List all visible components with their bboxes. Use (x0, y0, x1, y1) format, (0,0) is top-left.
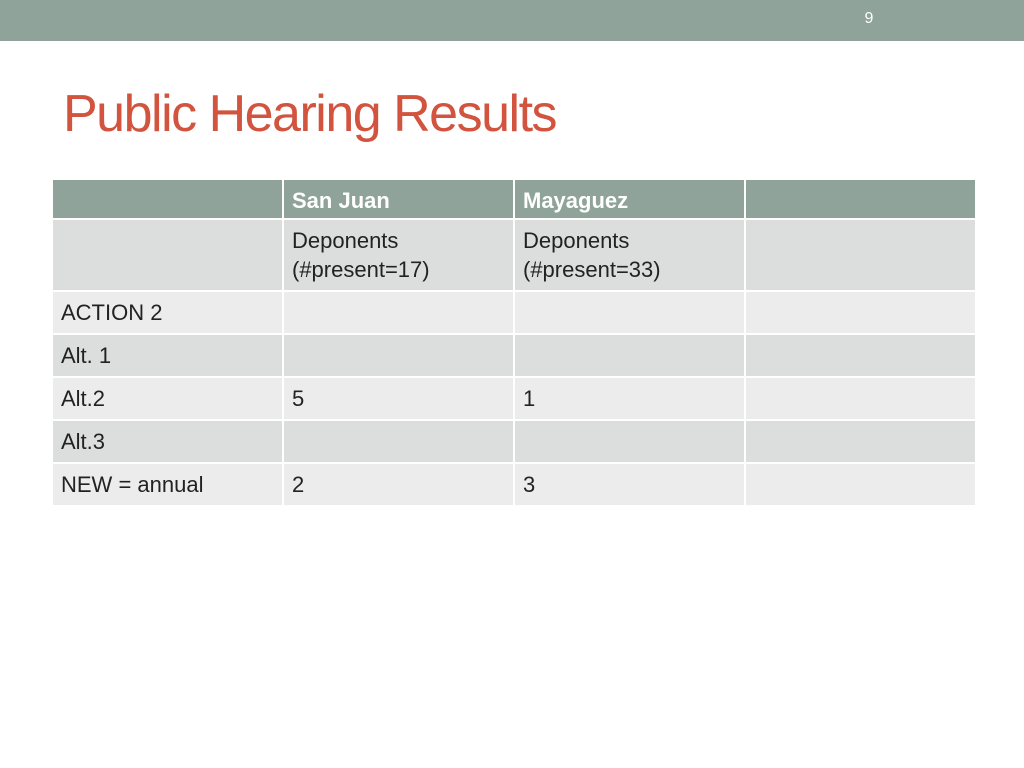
table-cell (746, 292, 975, 333)
results-table (51, 178, 977, 507)
table-cell: Deponents (#present=33) (515, 220, 744, 290)
table-subheader-row (53, 220, 975, 290)
header-cell: Mayaguez (515, 180, 744, 218)
header-cell (53, 180, 282, 218)
header-cell (746, 180, 975, 218)
table-row (53, 464, 975, 505)
table-cell (746, 464, 975, 505)
table-cell (284, 292, 513, 333)
table-cell (515, 292, 744, 333)
slide-title: Public Hearing Results (63, 85, 557, 143)
table-cell (515, 421, 744, 462)
table-cell (53, 220, 282, 290)
table-cell (746, 378, 975, 419)
table-cell: NEW = annual (53, 464, 282, 505)
table-row (53, 292, 975, 333)
slide-number: 9 (864, 10, 874, 27)
table-cell: Alt.2 (53, 378, 282, 419)
table-cell (746, 421, 975, 462)
table-cell (284, 335, 513, 376)
table-row (53, 335, 975, 376)
table-cell (746, 335, 975, 376)
table-cell: 2 (284, 464, 513, 505)
table-row (53, 378, 975, 419)
table-header-row (53, 180, 975, 218)
table-row (53, 421, 975, 462)
table-cell: Alt. 1 (53, 335, 282, 376)
table-cell: 5 (284, 378, 513, 419)
table-cell (515, 335, 744, 376)
table-cell: ACTION 2 (53, 292, 282, 333)
table-cell: 3 (515, 464, 744, 505)
header-cell: San Juan (284, 180, 513, 218)
table-cell: Deponents (#present=17) (284, 220, 513, 290)
table-cell: Alt.3 (53, 421, 282, 462)
top-bar (0, 0, 1024, 41)
table-cell (284, 421, 513, 462)
table-cell: 1 (515, 378, 744, 419)
table-cell (746, 220, 975, 290)
